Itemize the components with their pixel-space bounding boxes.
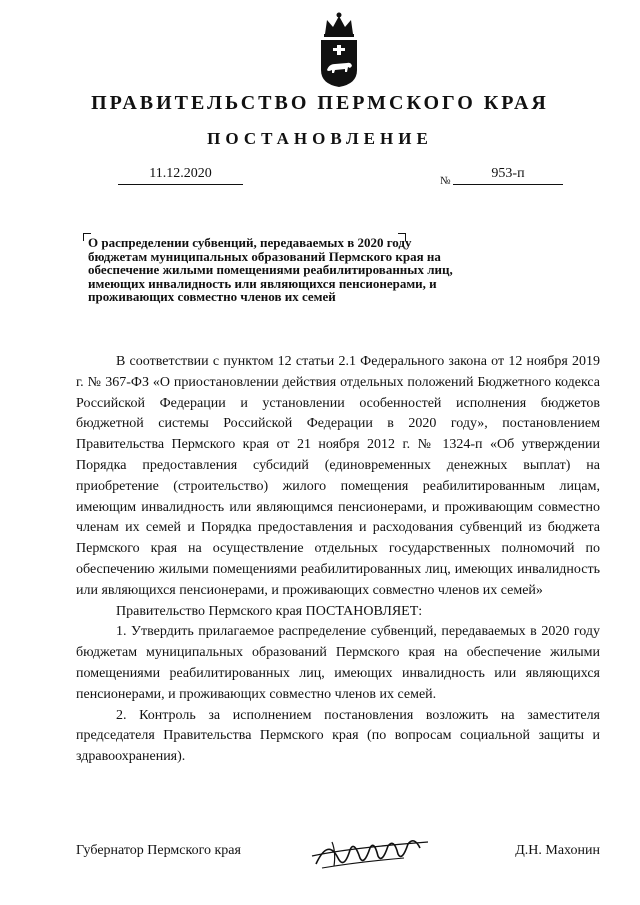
perm-krai-coat-of-arms-icon <box>315 10 363 88</box>
document-date: 11.12.2020 <box>118 166 243 185</box>
signatory-name: Д.Н. Махонин <box>515 843 600 858</box>
document-subject: О распределении субвенций, передаваемых в 2020 году бюджетам муниципальных образований Пермского края на обеспечение жилыми помещениями реабилитированных лиц, имеющих инвалидность или являющихся пенсионерами, и проживающих совместно членов их семей <box>88 235 453 304</box>
clause-2-paragraph: 2. Контроль за исполнением постановления возложить на заместителя председателя Правительства Пермского края (по вопросам социальной защиты и здравоохранения). <box>76 707 600 765</box>
clause-1-paragraph: 1. Утвердить прилагаемое распределение субвенций, передаваемых в 2020 году бюджетам муниципальных образований Пермского края на обеспечение жилыми помещениями реабилитированных лиц, имеющих инвалидность или являющихся пенсионерами, и проживающих совместно членов их семей. <box>76 624 600 702</box>
signatory-position: Губернатор Пермского края <box>76 843 241 858</box>
preamble-paragraph: В соответствии с пунктом 12 статьи 2.1 Федерального закона от 12 ноября 2019 г. № 367-ФЗ «О приостановлении действия отдельных положений Бюджетного кодекса Российской Федерации и установлении особенностей исполнения бюджетов бюджетной системы Российской Федерации в 2020 году», постановлением Правительства Пермского края от 21 ноября 2012 г. № 1324-п «Об утверждении Порядка предоставления субсидий (единовременных денежных выплат) на приобретение (строительство) жилого помещения реабилитированным лицам, имеющим инвалидность или являющимся пенсионерами, и проживающим совместно членам их семей и Порядка предоставления и расходования субвенций из бюджета Пермского края на осуществление отдельных государственных полномочий по обеспечению жилыми помещениями реабилитированных лиц, имеющих инвалидность или являющихся пенсионерами, и проживающих совместно членов их семей» <box>76 354 600 598</box>
government-title: ПРАВИТЕЛЬСТВО ПЕРМСКОГО КРАЯ <box>91 92 549 114</box>
handwritten-signature-icon <box>308 828 438 874</box>
signature-block <box>76 836 600 876</box>
document-type-title: ПОСТАНОВЛЕНИЕ <box>207 129 433 148</box>
document-number: 953-п <box>453 166 563 185</box>
document-body <box>76 352 600 768</box>
decree-paragraph: Правительство Пермского края ПОСТАНОВЛЯЕТ: <box>116 603 423 619</box>
number-sign: № <box>440 175 451 187</box>
